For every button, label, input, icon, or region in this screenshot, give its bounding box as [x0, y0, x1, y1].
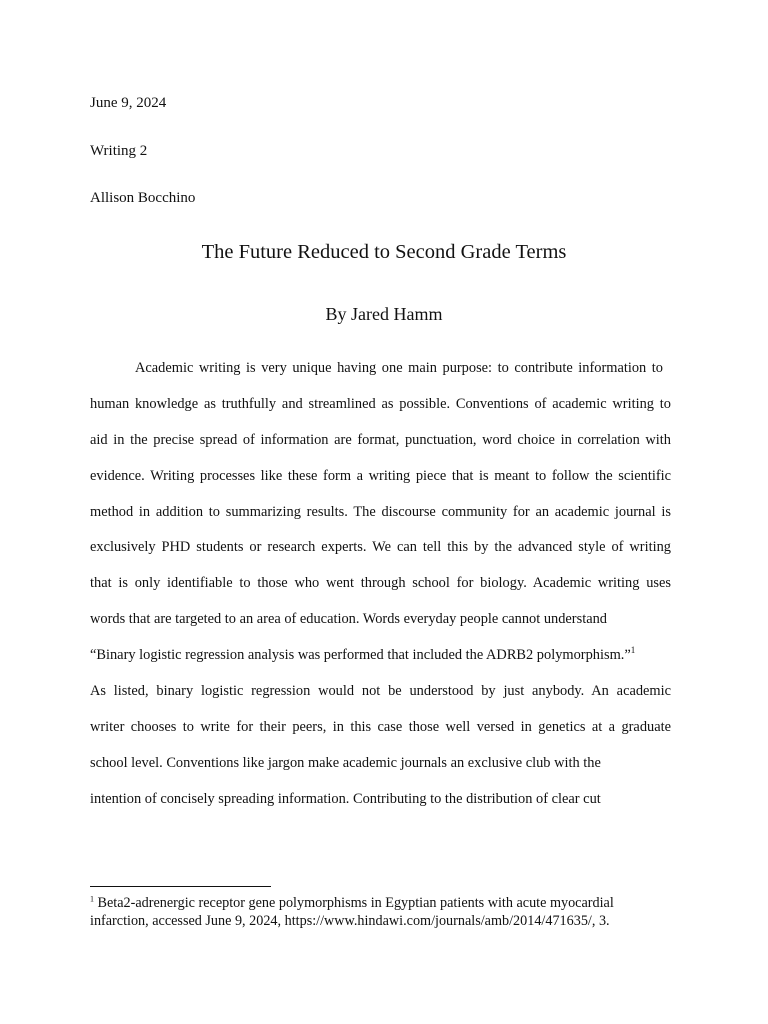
body-line: writer chooses to write for their peers, in this case those well versed in genetics at a graduate — [90, 718, 671, 735]
body-line: Academic writing is very unique having one main purpose: to contribute information to — [135, 360, 663, 376]
header-course: Writing 2 — [90, 143, 148, 159]
header-instructor: Allison Bocchino — [90, 190, 196, 206]
byline: By Jared Hamm — [325, 304, 443, 324]
body-line: evidence. Writing processes like these form a writing piece that is meant to follow the scientific — [90, 467, 671, 484]
body-paragraph — [90, 357, 690, 824]
body-line: aid in the precise spread of information are format, punctuation, word choice in correlation with — [90, 431, 671, 448]
header-date: June 9, 2024 — [90, 95, 167, 111]
body-line: human knowledge as truthfully and streamlined as possible. Conventions of academic writing to — [90, 395, 671, 412]
footnote-citation[interactable]: infarction, accessed June 9, 2024, https://www.hindawi.com/journals/amb/2014/471635/, 3. — [90, 913, 610, 929]
footnote-marker: 1 — [90, 894, 94, 904]
body-line: words that are targeted to an area of education. Words everyday people cannot understand — [90, 611, 607, 628]
body-line-with-footnote — [90, 644, 671, 680]
body-line: method in addition to summarizing results. The discourse community for an academic journal is — [90, 503, 671, 520]
page-title: The Future Reduced to Second Grade Terms — [201, 241, 567, 263]
body-line: that is only identifiable to those who went through school for biology. Academic writing uses — [90, 575, 671, 592]
footnote-line — [90, 894, 680, 912]
footnote-text: Beta2-adrenergic receptor gene polymorphisms in Egyptian patients with acute myocardial — [97, 895, 614, 911]
body-line: intention of concisely spreading information. Contributing to the distribution of clear cut — [90, 790, 601, 807]
footnote-divider — [90, 886, 271, 887]
quoted-text: “Binary logistic regression analysis was performed that included the ADRB2 polymorphism.” — [90, 647, 631, 664]
body-line: school level. Conventions like jargon make academic journals an exclusive club with the — [90, 754, 601, 771]
body-line: exclusively PHD students or research experts. We can tell this by the advanced style of writing — [90, 539, 671, 556]
footnote-reference[interactable]: 1 — [630, 645, 636, 656]
body-line: As listed, binary logistic regression would not be understood by just anybody. An academic — [90, 683, 671, 700]
footnote — [90, 894, 680, 930]
